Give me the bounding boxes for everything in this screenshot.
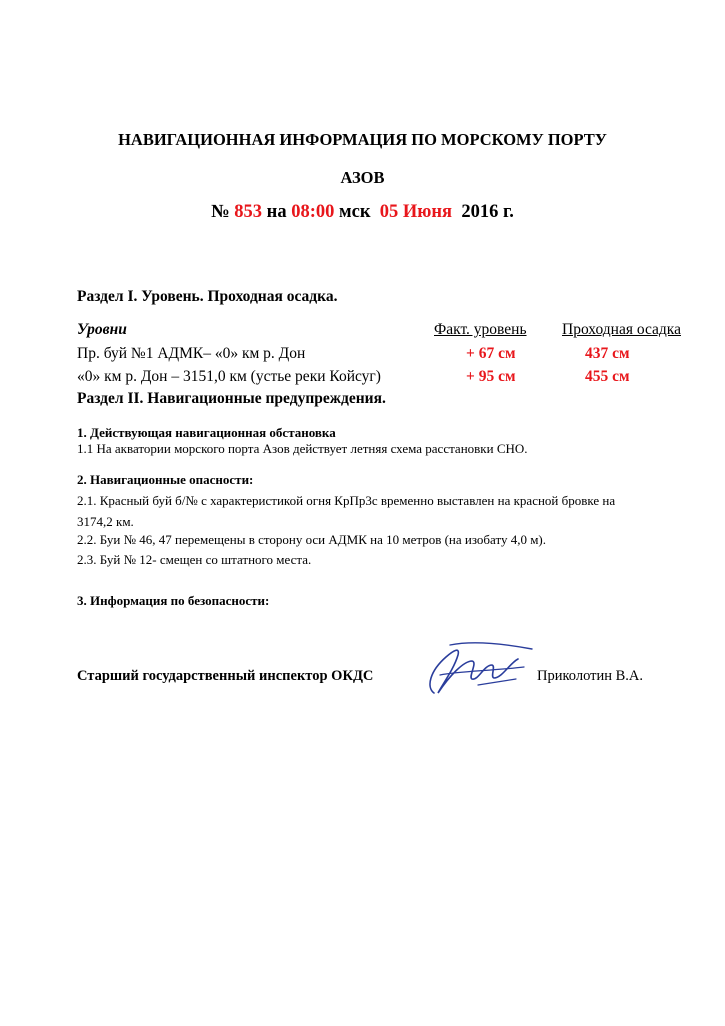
- level-row-fact: + 95 см: [466, 368, 516, 385]
- port-name: АЗОВ: [340, 168, 385, 187]
- issue-timezone: мск: [339, 202, 371, 222]
- section2-title: Раздел II. Навигационные предупреждения.: [77, 390, 386, 407]
- list-item: 2.1. Красный буй б/№ с характеристикой огня КрПр3с временно выставлен на красной бровке на: [77, 493, 616, 508]
- section1-title: Раздел I. Уровень. Проходная осадка.: [77, 288, 338, 305]
- issue-number-prefix: №: [211, 202, 230, 222]
- draft-column-header: Проходная осадка: [562, 321, 681, 338]
- inspector-position: Старший государственный инспектор ОКДС: [77, 668, 374, 684]
- fact-level-column-header: Факт. уровень: [434, 321, 527, 338]
- list-item: 3174,2 км.: [77, 514, 134, 529]
- issue-time: 08:00: [291, 202, 335, 222]
- subsection3-title: 3. Информация по безопасности:: [77, 593, 270, 608]
- level-row-draft: 455 см: [585, 368, 630, 385]
- levels-column-header: Уровни: [77, 321, 127, 338]
- level-row-name: Пр. буй №1 АДМК– «0» км р. Дон: [77, 345, 306, 362]
- issue-date: 05 Июня: [379, 202, 453, 222]
- list-item: 2.2. Буи № 46, 47 перемещены в сторону оси АДМК на 10 метров (на изобату 4,0 м).: [77, 532, 547, 547]
- list-item: 2.3. Буй № 12- смещен со штатного места.: [77, 552, 312, 567]
- issue-year: 2016 г.: [461, 202, 514, 222]
- issue-line: [0, 202, 725, 223]
- subsection2-title: 2. Навигационные опасности:: [77, 472, 254, 487]
- issue-at-word: на: [266, 202, 287, 222]
- list-item: 1.1 На акватории морского порта Азов действует летняя схема расстановки СНО.: [77, 441, 528, 456]
- level-row-name: «0» км р. Дон – 3151,0 км (устье реки Койсуг): [77, 368, 381, 385]
- document-title: НАВИГАЦИОННАЯ ИНФОРМАЦИЯ ПО МОРСКОМУ ПОРТУ: [118, 130, 607, 149]
- inspector-name: Приколотин В.А.: [537, 668, 644, 684]
- level-row-fact: + 67 см: [466, 345, 516, 362]
- level-row-draft: 437 см: [585, 345, 630, 362]
- issue-number: 853: [234, 202, 263, 222]
- signature: [420, 635, 540, 705]
- subsection1-title: 1. Действующая навигационная обстановка: [77, 425, 336, 440]
